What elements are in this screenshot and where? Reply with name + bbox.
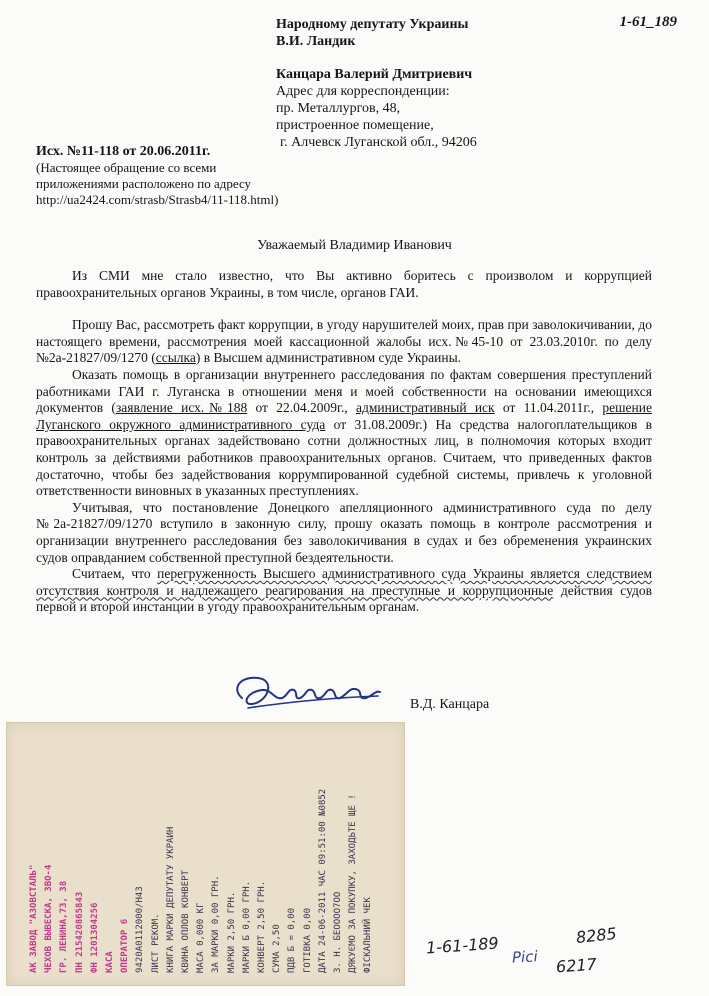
paragraph bbox=[36, 268, 652, 301]
sender-address-line: пристроенное помещение, bbox=[276, 118, 434, 133]
paragraph-text: Из СМИ мне стало известно, что Вы активно боритесь с произволом и коррупцией правоохранительных органов Украины, в том числе, органов ГАИ. bbox=[36, 268, 652, 300]
receipt-line: ЧЕХОВ ВЫВЕСКА, ЗВО-4 bbox=[44, 864, 55, 973]
receipt-line: ФН 1201304256 bbox=[89, 902, 100, 973]
receipt-line: ГР. ЛЕНИНА,73, 38 bbox=[59, 880, 70, 973]
receipt-line: ФІСКАЛЬНИЙ ЧЕК bbox=[363, 897, 374, 973]
outgoing-note: (Настоящее обращение со всеми bbox=[36, 160, 217, 175]
paragraph bbox=[36, 367, 652, 500]
paragraph-text: ) в Высшем административном суде Украины. bbox=[195, 350, 462, 366]
handwritten-note: Рісі bbox=[511, 947, 539, 967]
letter-body bbox=[36, 268, 652, 616]
receipt-line: АК ЗАВОД "АЗОВСТАЛЬ" bbox=[29, 864, 39, 973]
receipt-line: ДАТА 24-06-2011 ЧАС 09:51:00 №0852 bbox=[317, 788, 328, 973]
link-text: ссылка bbox=[155, 350, 196, 366]
paragraph-text: Считаем, что bbox=[72, 566, 158, 582]
paragraph bbox=[36, 566, 652, 616]
receipt-line: МАСА 0,000 КГ bbox=[196, 902, 207, 973]
paragraph bbox=[36, 317, 652, 367]
receipt-line: ЗА МАРКИ 0,00 ГРН. bbox=[211, 875, 222, 973]
paragraph-text: Прошу Вас, рассмотреть факт коррупции, в угоду нарушителей моих, прав при заволокичивании, до настоящего времени, рассмотрения моей кассационной жалобы исх.№45-10 от 23.03.2010г. по делу №2а-21827/09/1270 ( bbox=[36, 317, 652, 366]
receipt-line: МАРКИ 2,50 ГРН. bbox=[226, 891, 237, 973]
receipt-line: КВИНА ОПЛОВ КОНВЕРТ bbox=[181, 870, 191, 973]
receipt-line: ГОТІВКА 0,00 bbox=[302, 907, 313, 973]
paragraph-text: от 31.08.2009г.) На средства налогоплательщиков в правоохранительных органах задействовано сотни должностных лиц, в полномочия которых входит контроль за действиями работников правоохранительных органов. Считаем, что приведенных фактов достаточно, чтобы без задействования коррумпированной судебной системы, привлечь к уголовной ответственности виновных в указанных преступлениях. bbox=[36, 416, 652, 499]
receipt-line: ПН 215420865843 bbox=[74, 891, 85, 973]
paragraph-text: Оказать помощь в организации внутреннего расследования по фактам совершения преступлений работниками ГАИ г. Луганска в отношении меня и моей собственности на основании имеющихся документов ( bbox=[36, 366, 652, 416]
sender-name: Канцара Валерий Дмитриевич bbox=[276, 67, 473, 82]
paragraph-text: действия судов первой и второй инстанции в угоду правоохранительным органам. bbox=[36, 582, 653, 615]
paragraph-text: от 22.04.2009г., bbox=[247, 400, 357, 416]
postal-receipt bbox=[6, 722, 405, 986]
receipt-line: 9420А0112000/Н43 bbox=[135, 886, 146, 973]
paragraph-text: от 11.04.2011г., bbox=[494, 400, 603, 416]
sender-address-line: г. Алчевск Луганской обл., 94206 bbox=[280, 135, 477, 150]
sender-address-label: Адрес для корреспонденции: bbox=[276, 84, 450, 99]
receipt-line: З. Н. БЕОООО7ОО bbox=[333, 891, 343, 973]
addressee-line: Народному депутату Украины bbox=[276, 17, 469, 32]
handwritten-number: 8285 bbox=[575, 923, 618, 948]
signature-image bbox=[228, 668, 388, 718]
addressee-name: В.И. Ландик bbox=[276, 34, 356, 49]
receipt-line: КНИГА МАРКИ ДЕПУТАТУ УКРАИН bbox=[165, 826, 176, 973]
receipt-line: ПДВ Б = 0,00 bbox=[287, 907, 298, 973]
outgoing-note: приложениями расположено по адресу bbox=[36, 176, 252, 191]
paragraph bbox=[36, 500, 652, 566]
salutation: Уважаемый Владимир Иванович bbox=[257, 238, 452, 253]
document-reference-code: 1-61_189 bbox=[619, 14, 677, 30]
receipt-line: МАРКИ Б 0,00 ГРН. bbox=[241, 880, 252, 973]
receipt-line: ОПЕРАТОР 6 bbox=[120, 918, 131, 973]
paragraph-text: Учитывая, что постановление Донецкого апелляционного административного суда по делу №2а-21827/09/1270 вступило в законную силу, прошу оказать помощь в контроле рассмотрения и организации внутреннего расследования без заволокичивания в судах и без обременения украинских судов оправданием собственной преступной бездеятельности. bbox=[36, 499, 652, 565]
receipt-line: СУМА 2,50 bbox=[272, 924, 283, 973]
outgoing-number: Исх. №11-118 от 20.06.2011г. bbox=[36, 144, 211, 159]
receipt-line: ЛИСТ РЕКОМ. bbox=[150, 913, 161, 973]
receipt-line: ДЯКУЄМО ЗА ПОКУПКУ, ЗАХОДЬТЕ ЩЕ ! bbox=[348, 794, 359, 973]
link-text: решение Луганского окружного административного суда bbox=[36, 400, 652, 432]
link-text: административный иск bbox=[356, 400, 495, 416]
receipt-line: КОНВЕРТ 2,50 ГРН. bbox=[257, 880, 267, 973]
sender-block bbox=[276, 66, 477, 151]
handwritten-reference: 1-61-189 bbox=[425, 933, 500, 958]
outgoing-reference-block bbox=[36, 144, 336, 208]
handwritten-number: 6217 bbox=[555, 954, 598, 977]
outgoing-url: http://ua2424.com/strasb/Strasb4/11-118.html) bbox=[36, 192, 279, 207]
highlighted-text: перегруженность Высшего административного суда Украины является следствием отсутствия контроля и надлежащего реагирования на преступные и коррупционные bbox=[36, 566, 652, 598]
sender-address-line: пр. Металлургов, 48, bbox=[276, 101, 401, 116]
link-text: заявление исх.№188 bbox=[115, 400, 248, 416]
receipt-line: КАСА bbox=[105, 951, 115, 973]
addressee-block bbox=[276, 16, 468, 50]
signer-name: В.Д. Канцара bbox=[410, 697, 490, 712]
